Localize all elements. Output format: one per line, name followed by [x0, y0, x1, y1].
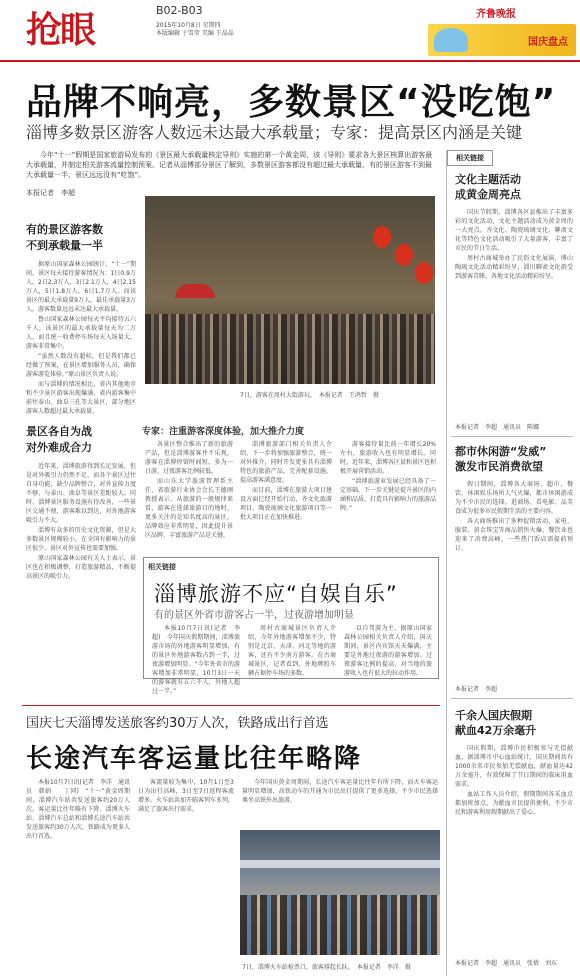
sidebar-para: 假日期间，淄博各大商场、超市、餐饮、休闲娱乐场所人气火爆，都市休闲游成为不少市民的选择。逛商场、看电影、品美食成为很多市民假期生活的主要内容。	[455, 481, 573, 515]
sidebar-byline-1: 本报记者 李超 通讯员 陈娜	[455, 424, 540, 431]
sidebar-title-1: 文化主题活动 成黄金周亮点	[455, 173, 521, 201]
box-column-2: 周村古商城景区负责人介绍，今年外地游客增加不少，特别是北京、天津、河北等地的游客，还有不少南方游客。在古商城景区，记者看到，外地牌照车辆占据停车场的多数。	[248, 625, 336, 677]
col4-para: “淄博旅游业发展已经具备了一定基础，下一步关键是提升景区的内涵和品质，打造具有影响力的旅游品牌。”	[340, 478, 437, 512]
paper-name: 齐鲁晚报	[476, 9, 516, 20]
banner-label: 国庆盘点	[528, 37, 568, 48]
box-tag: 相关链接	[148, 563, 176, 571]
sidebar-column-2	[455, 480, 573, 680]
lantern-icon	[373, 226, 391, 248]
col1b-para: 淄博有众多的历史文化资源，但是大多数景区规模较小，在全国有影响力的景区很少，景区对外宣传也需要加强。	[26, 527, 136, 552]
photo1-caption: 7日，游客在周村大街游玩。 本报记者 王鸿哲 摄	[240, 392, 379, 399]
col3-para: 淄博旅游部门相关负责人介绍，下一步将加强旅游整合，统一对外推介，同时开发更多具有淄博特色的旅游产品，完善配套设施，提高游客满意度。	[240, 441, 332, 484]
sidebar-para: 周村古商城举办了民俗文化展演，博山陶琉文化活动精彩纷呈，淄川聊斋文化游受到游客青睐，各地文化活动精彩纷呈。	[455, 255, 573, 280]
lead-text: 今年“十一”假期是国家旅游局发布的《景区最大承载量核定导则》实施的第一个黄金周，该《导则》要求各大景区核算出游客最大承载量，并制定相关游客流量控制预案。记者从淄博部分景区了解到，多数景区游客都没有超过最大承载量，有的景区游客不到最大承载量一半，景区远远没有“吃饱”。	[26, 151, 433, 179]
queue-shape	[240, 895, 440, 955]
related-link-box	[143, 557, 439, 695]
sidebar-tag: 相关链接	[447, 150, 493, 166]
lantern-icon	[415, 262, 433, 284]
sidebar-byline-3: 本报记者 李超 通讯员 张倩 刘东	[455, 960, 558, 967]
banner-illustration-icon	[434, 28, 468, 52]
sidebar-para: 国庆假期，淄博市民积极参与无偿献血，据淄博市中心血站统计，国庆期间共有1000余名市民参加无偿献血，献血量达42万余毫升，有效保障了节日期间的临床用血需求。	[455, 745, 573, 788]
related-sidebar	[446, 150, 576, 976]
article-column-1	[26, 222, 136, 698]
col1b-para: 原山国家森林公园有关人士表示，景区也在积极调整，打造旅游精品，不断提高景区的吸引力。	[26, 555, 136, 580]
holiday-banner	[428, 24, 576, 56]
sidebar-para: 血站工作人员介绍，假期期间各采血点都加班加点，为献血市民提供便利，不少市民和游客利用假期献出了爱心。	[455, 791, 573, 816]
section-heading-1: 有的景区游客数 不到承载量一半	[26, 223, 103, 252]
col1-para: “虽然人数没有超标，但是我们都已经做了预案，在景区增加服务人员，确保游客游览体验。”原山景区负责人说。	[26, 353, 136, 378]
lead-paragraph	[26, 150, 436, 198]
bottom-column-3: 今年国庆黄金周期间，长途汽车客运量比往年有所下降，而火车客运量明显增加，高铁动车的开通为市民出行提供了更多选择，不少市民选择乘坐高铁外出旅游。	[242, 779, 438, 804]
col4-para: 游客接待量比前一年增长20%左右，旅游收入也有明显增长。同时，近年来，淄博各区县和景区也积极开展营销活动。	[340, 441, 437, 475]
col2-para: 而山东大学旅游管理系主任、省旅游行业协会会长王德刚教授表示，从旅游的一般规律来看，游客在选择旅游目的地时，更多关注的是知名度高的景区，品牌效应非常明显，因此提升景区品牌、丰富旅游产品是关键。	[145, 478, 233, 539]
sidebar-divider	[451, 698, 573, 699]
article-column-2	[145, 440, 233, 552]
main-subheadline: 淄博多数景区游客人数远未达最大承载量；专家：提高景区内涵是关键	[26, 123, 523, 142]
train-station-photo	[240, 830, 440, 955]
bottom-headline: 长途汽车客运量比往年略降	[26, 744, 363, 774]
sidebar-para: 各大商场推出了多种促销活动，家电、服装、黄金珠宝等商品销售火爆，餐饮业也迎来了消费高峰，一些热门饭店需提前预订。	[455, 518, 573, 552]
box-title: 淄博旅游不应“自娱自乐”	[154, 582, 398, 606]
bottom-divider	[22, 705, 440, 706]
bottom-column-2: 客流量较为集中，10月1日至3日为出行高峰，3日至7日返程客流增多。火车站共加开临客列车多列，满足了旅客出行需求。	[138, 779, 235, 813]
col3-para: 而目前，淄博在旅游大项目建设方面已经开始行动，齐文化旅游项目、陶瓷琉璃文化旅游项目等一批大项目正在加快推进。	[240, 487, 332, 521]
box-column-3: 以自驾游为主，据原山国家森林公园相关负责人介绍，国庆期间，景区内宾馆天天爆满，主要是外地过夜游的游客增加。过夜游客比例的提高，对当地的旅游收入也有很大的拉动作用。	[344, 625, 432, 677]
crowd-shape	[145, 314, 435, 384]
rail-shape	[240, 860, 440, 868]
col2-para: 各景区整合推出了新的旅游产品，但是淄博游客并不乐观，游客在淄博停留时间短，多为一日游，过夜游客比例较低。	[145, 441, 233, 475]
col1-para: 而与淄博的情况相比，省内其他地市和不少景区游客出现爆满，省内游客集中前往泰山、曲阜三孔等大景区，部分地区游客人数超过最大承载量。	[26, 381, 136, 415]
edition-editors: 本版编辑 于雪莹 美编 王晶晶	[156, 30, 234, 37]
umbrella-icon	[175, 284, 215, 298]
lantern-icon	[395, 244, 413, 266]
street-crowd-photo	[145, 196, 435, 384]
page-header	[0, 0, 580, 62]
section-brand: 抢眼	[26, 9, 95, 51]
col1b-para: 近年来，淄博旅游得到长足发展，但是对外吸引力仍然不足，而各个景区过往自身功能，缺少品牌整合，对外宣传力度不够，与泰山、曲阜等景区差距较大。同时，淄博景区服务设施有待改善，一些景区交通不便，游客难以到达，对外地游客吸引力不大。	[26, 463, 136, 524]
article-column-4	[340, 440, 436, 552]
bottom-kicker: 国庆七天淄博发送旅客约30万人次，铁路成出行首选	[26, 716, 329, 731]
box-column-1: 本报10月7日讯(记者 李超) 今年国庆假期期间，淄博旅游市场的外地游客明显增加，有的景区外地游客数占到一半，过夜游增加明显。“今年外省市的游客增加非常明显，10月3日一天的游客就有五六千人，外地人超过一半。”	[152, 625, 240, 695]
box-subtitle: 有的景区外省市游客占一半，过夜游增加明显	[154, 610, 354, 621]
photo2-caption: 7日，淄博火车站检票口，旅客排起长队。 本报记者 李洋 摄	[242, 964, 411, 971]
sidebar-para: 国庆节假期，淄博各区县推出了丰富多彩的文化活动，文化主题活动成为黄金周的一大亮点。齐文化、陶瓷琉璃文化、聊斋文化等特色文化活动吸引了大量游客，丰富了市民的节日生活。	[455, 209, 573, 252]
col1-para: 据原山国家森林公园统计，“十一”期间，景区每天接待游客情况为：1日0.9万人，2日2.3万人，3日2.1万人，4日2.15万人，5日1.8万人，6日1.7万人。而该景区的最大承载量9万人，最佳承载量3万人，游客数量远远未达最大承载量。	[26, 261, 136, 313]
sidebar-title-3: 千余人国庆假期 献血42万余毫升	[455, 709, 537, 737]
page-number: B02-B03	[156, 4, 203, 17]
sidebar-column-1	[455, 208, 573, 418]
edition-info	[156, 22, 234, 38]
sidebar-byline-2: 本报记者 李超	[455, 686, 498, 693]
main-byline: 本报记者 李超	[26, 189, 75, 197]
sidebar-title-2: 都市休闲游“发威” 激发市民消费欲望	[455, 445, 547, 473]
col1-para: 鲁山国家森林公园每天平均接待五六千人，该景区的最大承载量每天为二万人，而且统一收费停车场每天入场量大，游客非常集中。	[26, 316, 136, 350]
article-column-3	[240, 440, 332, 552]
bottom-column-1: 本报10月7日讯(记者 李洋 通讯员 韩娟 丁同) “十一”黄金周期间，淄博汽车站共发送旅客约20万人次，客运量比往年略有下降。淄博火车站、淄博汽车总站和淄博长途汽车站共发送旅客约30万人次，铁路成为更多人出行首选。	[26, 779, 130, 840]
section-heading-2: 景区各自为战 对外难成合力	[26, 425, 92, 454]
main-headline: 品牌不响亮，多数景区“没吃饱”	[26, 82, 557, 123]
expert-banner: 专家：注重游客深度体验，加大推介力度	[142, 427, 305, 437]
sidebar-column-3	[455, 744, 573, 954]
sidebar-divider	[451, 436, 573, 437]
edition-date: 2015年10月8日 星期四	[156, 22, 221, 29]
